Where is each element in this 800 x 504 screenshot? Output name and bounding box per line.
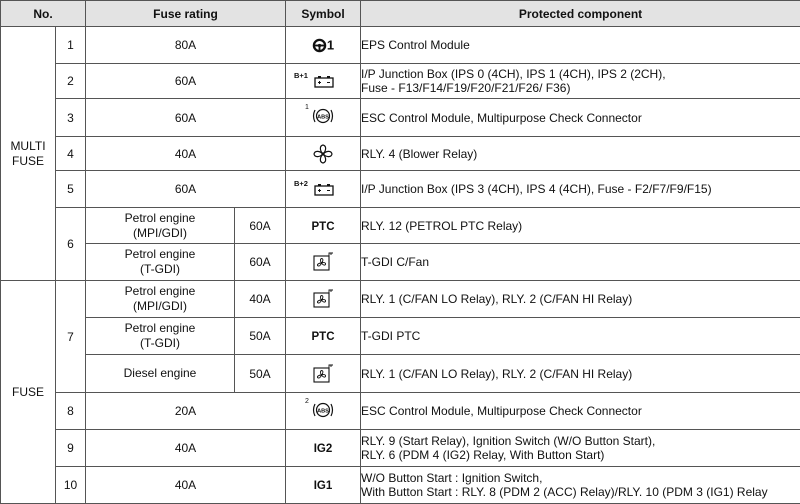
symbol-cell [286,393,361,430]
table-row [1,171,800,208]
protected-component: I/P Junction Box (IPS 3 (4CH), IPS 4 (4CH), Fuse - F2/F7/F9/F15) [361,171,800,208]
fuse-rating: 40A [86,467,286,504]
table-row [1,393,800,430]
abs-icon [311,106,335,126]
blower-fan-icon [312,143,334,165]
table-row [1,137,800,171]
cooling-fan-icon [312,289,334,309]
fuse-rating: 60A [235,208,286,244]
symbol-cell [286,64,361,99]
fuse-rating: 60A [86,99,286,137]
ptc-symbol: PTC [312,221,335,233]
protected-component: ESC Control Module, Multipurpose Check Connector [361,99,800,137]
fuse-rating: 80A [86,27,286,64]
ig2-symbol: IG2 [314,443,333,455]
fuse-rating: 40A [86,137,286,171]
fuse-number: 7 [56,281,86,393]
protected-component: T-GDI C/Fan [361,244,800,281]
protected-component: RLY. 1 (C/FAN LO Relay), RLY. 2 (C/FAN HI Relay) [361,281,800,318]
header-no: No. [1,1,86,27]
protected-component: T-GDI PTC [361,318,800,355]
abs-icon [311,400,335,420]
protected-component: ESC Control Module, Multipurpose Check Connector [361,393,800,430]
header-protected-component: Protected component [361,1,800,27]
cooling-fan-icon [312,252,334,272]
symbol-cell [286,27,361,64]
steering-wheel-icon [312,38,327,53]
symbol-cell [286,137,361,171]
fuse-number: 9 [56,430,86,467]
protected-component: RLY. 1 (C/FAN LO Relay), RLY. 2 (C/FAN HI Relay) [361,355,800,393]
symbol-cell [286,318,361,355]
engine-type: Petrol engine (MPI/GDI) [86,208,235,244]
battery-icon [314,75,334,88]
fuse-number: 3 [56,99,86,137]
cooling-fan-icon [312,364,334,384]
fuse-number: 4 [56,137,86,171]
fuse-rating: 20A [86,393,286,430]
fuse-rating: 60A [235,244,286,281]
header-symbol: Symbol [286,1,361,27]
fuse-rating: 60A [86,171,286,208]
svg-text:ABS: ABS [317,408,329,414]
battery-label: B+2 [294,179,308,188]
table-row [1,430,800,467]
table-row [1,27,800,64]
header-fuse-rating: Fuse rating [86,1,286,27]
symbol-cell [286,244,361,281]
symbol-cell [286,171,361,208]
engine-type: Petrol engine (T-GDI) [86,244,235,281]
engine-type: Petrol engine (MPI/GDI) [86,281,235,318]
table-row [1,64,800,99]
symbol-cell [286,99,361,137]
battery-icon [314,183,334,196]
fuse-number: 2 [56,64,86,99]
group-label-fuse: FUSE [1,281,56,504]
table-row [1,208,800,244]
table-row [1,99,800,137]
fuse-rating: 40A [86,430,286,467]
protected-component: I/P Junction Box (IPS 0 (4CH), IPS 1 (4CH), IPS 2 (2CH), Fuse - F13/F14/F19/F20/F21/F26/ F36) [361,64,800,99]
fuse-number: 8 [56,393,86,430]
table-row [1,318,800,355]
symbol-cell [286,281,361,318]
table-row [1,244,800,281]
fuse-number: 5 [56,171,86,208]
fuse-number: 6 [56,208,86,281]
group-label-multi-fuse: MULTI FUSE [1,27,56,281]
protected-component: EPS Control Module [361,27,800,64]
fuse-rating: 50A [235,318,286,355]
protected-component: RLY. 9 (Start Relay), Ignition Switch (W/O Button Start), RLY. 6 (PDM 4 (IG2) Relay, With Button Start) [361,430,800,467]
symbol-cell [286,355,361,393]
fuse-rating: 50A [235,355,286,393]
symbol-superscript: 1 [305,104,309,111]
table-row [1,281,800,318]
symbol-cell [286,208,361,244]
symbol-cell [286,467,361,504]
table-row [1,467,800,504]
protected-component: W/O Button Start : Ignition Switch, With Button Start : RLY. 8 (PDM 2 (ACC) Relay)/RLY. 10 (PDM 3 (IG1) Relay [361,467,800,504]
header-row [1,1,800,27]
engine-type: Diesel engine [86,355,235,393]
ig1-symbol: IG1 [314,480,333,492]
fuse-rating: 40A [235,281,286,318]
symbol-number: 1 [327,38,334,53]
battery-label: B+1 [294,71,308,80]
table-row [1,355,800,393]
engine-type: Petrol engine (T-GDI) [86,318,235,355]
fuse-number: 1 [56,27,86,64]
symbol-superscript: 2 [305,398,309,405]
protected-component: RLY. 4 (Blower Relay) [361,137,800,171]
ptc-symbol: PTC [312,331,335,343]
fuse-rating: 60A [86,64,286,99]
fuse-number: 10 [56,467,86,504]
symbol-cell [286,430,361,467]
svg-text:ABS: ABS [317,114,329,120]
protected-component: RLY. 12 (PETROL PTC Relay) [361,208,800,244]
